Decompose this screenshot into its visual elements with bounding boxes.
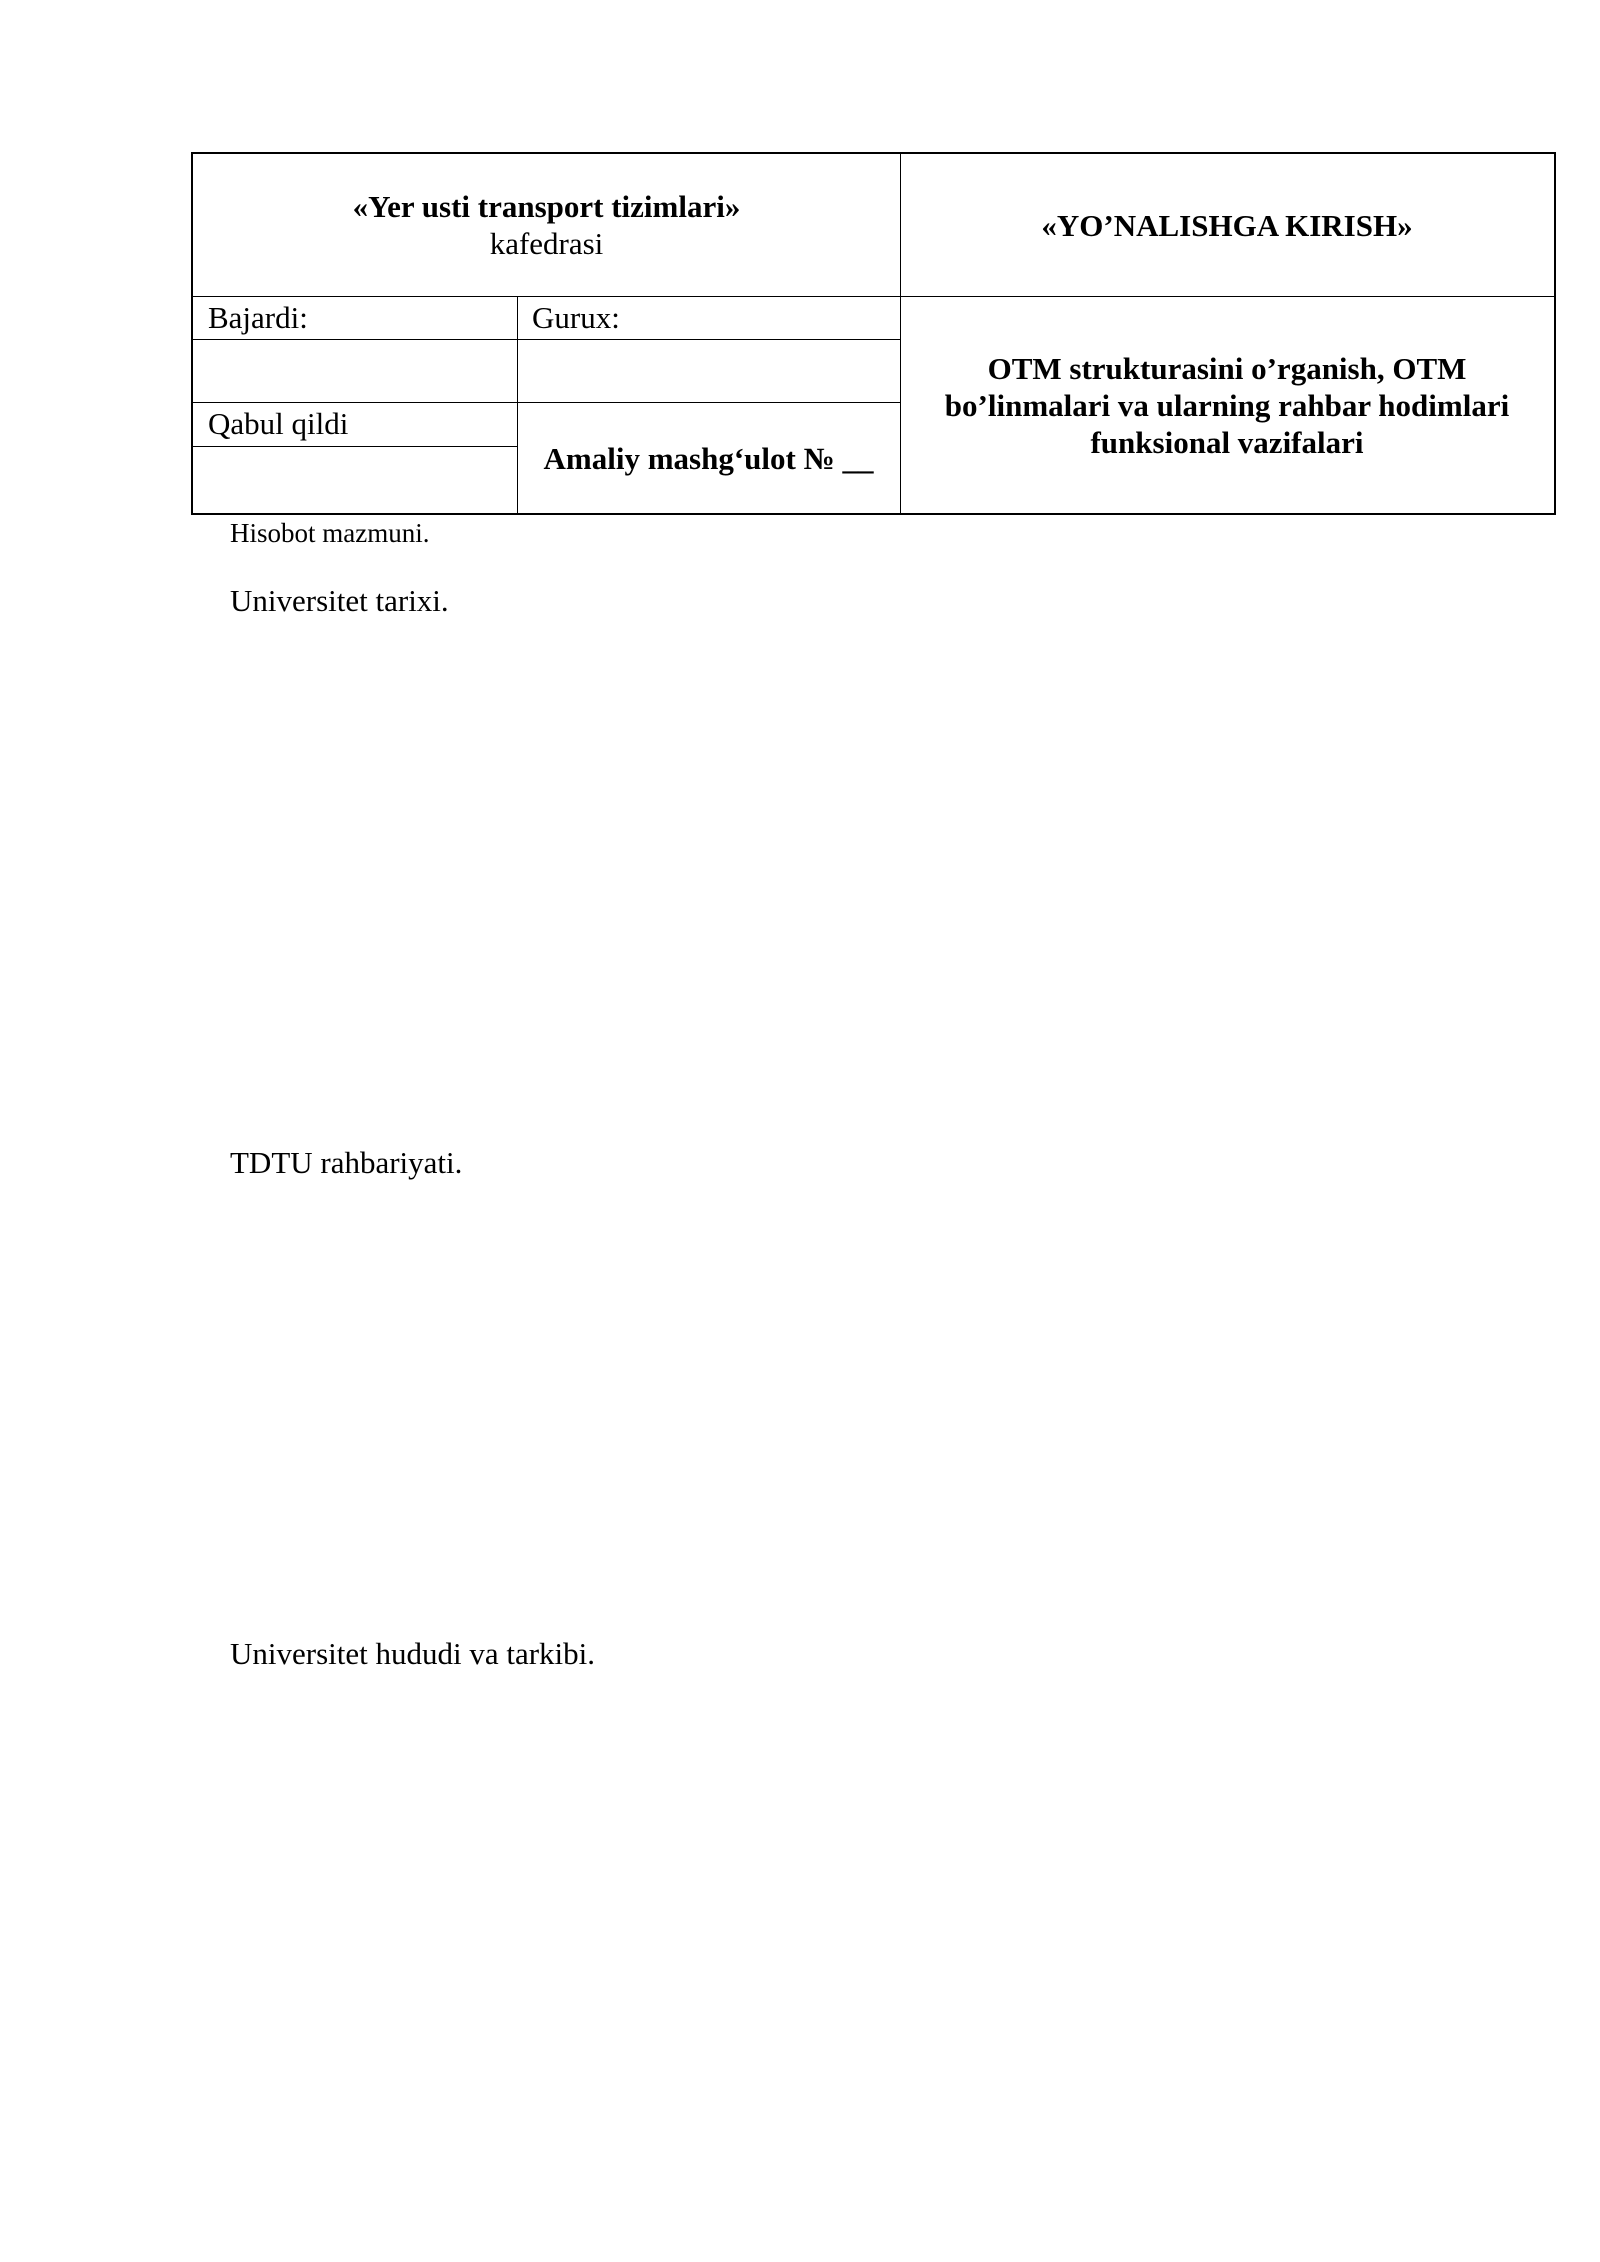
accepted-by-label-cell <box>193 402 517 446</box>
topic-title: OTM strukturasini o’rganish, OTM bo’linmalari va ularning rahbar hodimlari funksional vazifalari <box>944 351 1510 460</box>
performed-by-label-cell <box>193 296 517 339</box>
group-label: Gurux: <box>532 299 620 335</box>
section-heading-territory: Universitet hududi va tarkibi. <box>230 1636 596 1671</box>
section-heading-leadership: TDTU rahbariyati. <box>230 1145 463 1180</box>
accepted-by-label: Qabul qildi <box>208 406 349 441</box>
practical-lesson-cell <box>517 402 900 515</box>
report-header-table <box>191 152 1556 515</box>
section-heading-history: Universitet tarixi. <box>230 583 449 618</box>
department-name: «Yer usti transport tizimlari» <box>352 189 741 224</box>
topic-title-cell <box>900 296 1554 515</box>
acceptor-name-field <box>193 446 517 515</box>
department-suffix: kafedrasi <box>489 226 604 261</box>
group-value-field <box>517 339 900 402</box>
practical-lesson-label: Amaliy mashg‘ulot № __ <box>543 441 874 476</box>
course-title: «YO’NALISHGA KIRISH» <box>1041 207 1413 243</box>
course-title-cell <box>900 154 1554 296</box>
report-contents-label: Hisobot mazmuni. <box>230 518 430 548</box>
department-cell <box>193 154 900 296</box>
performed-by-label: Bajardi: <box>208 299 308 335</box>
performer-name-field <box>193 339 517 402</box>
group-label-cell <box>517 296 900 339</box>
